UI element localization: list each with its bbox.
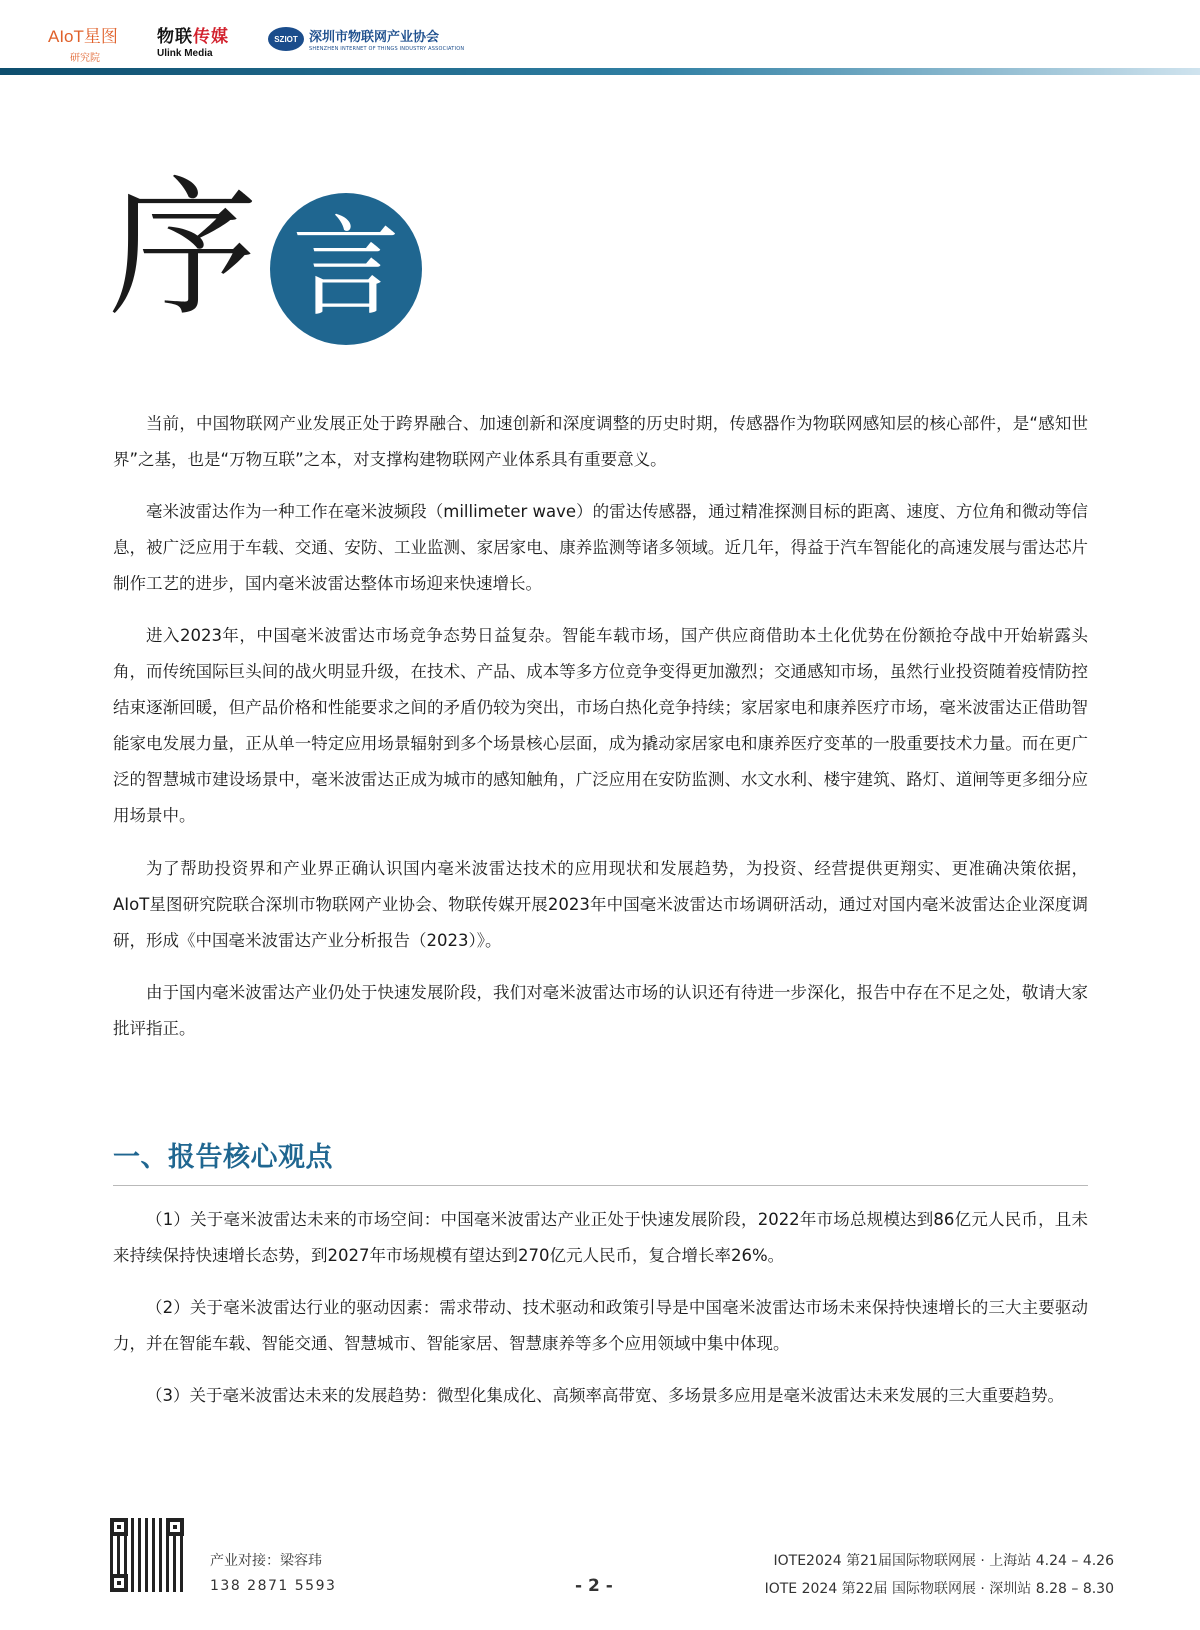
ulink-media-logo xyxy=(157,22,247,59)
preface-paragraph-3: 进入2023年，中国毫米波雷达市场竞争态势日益复杂。智能车载市场，国产供应商借助本土化优势在份额抢夺战中开始崭露头角，而传统国际巨头间的战火明显升级，在技术、产品、成本等多方位竞争变得更加激烈；交通感知市场，虽然行业投资随着疫情防控结束逐渐回暖，但产品价格和性能要求之间的矛盾仍较为突出，市场白热化竞争持续；家居家电和康养医疗市场，毫米波雷达正借助智能家电发展力量，正从单一特定应用场景辐射到多个场景核心层面，成为撬动家居家电和康养医疗变革的一股重要技术力量。而在更广泛的智慧城市建设场景中，毫米波雷达正成为城市的感知触角，广泛应用在安防监测、水文水利、楼宇建筑、路灯、道闸等更多细分应用场景中。 xyxy=(113,626,1088,825)
aiot-logo xyxy=(48,22,138,64)
event-shenzhen: IOTE 2024 第22届 国际物联网展 · 深圳站 8.28 – 8.30 xyxy=(764,1581,1114,1597)
contact-label: 产业对接：梁容玮 xyxy=(210,1553,322,1569)
sziot-logo-cn: 深圳市物联网产业协会 xyxy=(309,30,440,45)
sziot-badge-icon: SZIOT xyxy=(268,27,304,51)
qr-code-icon xyxy=(110,1518,184,1592)
page-title-char-1: 序 xyxy=(108,163,259,337)
header-divider xyxy=(0,68,1200,75)
qr-finder-bottom-left xyxy=(110,1574,128,1592)
qr-finder-top-left xyxy=(110,1518,128,1536)
sziot-logo-en: SHENZHEN INTERNET OF THINGS INDUSTRY ASSOCIATION xyxy=(309,46,465,52)
page-title-char-2: 言 xyxy=(291,206,400,331)
ulink-logo-cn-red: 传媒 xyxy=(193,27,229,47)
ulink-logo-cn xyxy=(157,22,247,47)
preface-paragraph-5: 由于国内毫米波雷达产业仍处于快速发展阶段，我们对毫米波雷达市场的认识还有待进一步深化，报告中存在不足之处，敬请大家批评指正。 xyxy=(113,983,1088,1038)
page-number: - 2 - xyxy=(575,1576,613,1596)
ulink-logo-en: Ulink Media xyxy=(157,48,213,59)
section-heading: 一、报告核心观点 xyxy=(113,1142,333,1173)
sziot-logo xyxy=(268,26,468,52)
contact-phone: 138 2871 5593 xyxy=(210,1578,337,1594)
sziot-logo-text xyxy=(309,26,464,52)
core-point-1: （1）关于毫米波雷达未来的市场空间：中国毫米波雷达产业正处于快速发展阶段，2022年市场总规模达到86亿元人民币，且未来持续保持快速增长态势，到2027年市场规模有望达到270亿元人民币，复合增长率26%。 xyxy=(113,1210,1088,1265)
ulink-logo-cn-black: 物联 xyxy=(157,27,193,47)
section-divider xyxy=(113,1185,1088,1186)
preface-paragraph-2: 毫米波雷达作为一种工作在毫米波频段（millimeter wave）的雷达传感器，通过精准探测目标的距离、速度、方位角和微动等信息，被广泛应用于车载、交通、安防、工业监测、家居家电、康养监测等诸多领域。近几年，得益于汽车智能化的高速发展与雷达芯片制作工艺的进步，国内毫米波雷达整体市场迎来快速增长。 xyxy=(113,502,1088,593)
event-shanghai: IOTE2024 第21届国际物联网展 · 上海站 4.24 – 4.26 xyxy=(773,1553,1114,1569)
aiot-logo-subtitle: 研究院 xyxy=(70,53,100,64)
page-title-circle xyxy=(270,193,422,345)
preface-paragraph-4: 为了帮助投资界和产业界正确认识国内毫米波雷达技术的应用现状和发展趋势，为投资、经营提供更翔实、更准确决策依据，AIoT星图研究院联合深圳市物联网产业协会、物联传媒开展2023年中国毫米波雷达市场调研活动，通过对国内毫米波雷达企业深度调研，形成《中国毫米波雷达产业分析报告（2023）》。 xyxy=(113,859,1088,950)
core-point-3: （3）关于毫米波雷达未来的发展趋势：微型化集成化、高频率高带宽、多场景多应用是毫米波雷达未来发展的三大重要趋势。 xyxy=(146,1386,1064,1405)
qr-finder-top-right xyxy=(166,1518,184,1536)
page-header xyxy=(0,0,1200,80)
preface-paragraph-1: 当前，中国物联网产业发展正处于跨界融合、加速创新和深度调整的历史时期，传感器作为物联网感知层的核心部件，是“感知世界”之基，也是“万物互联”之本，对支撑构建物联网产业体系具有重要意义。 xyxy=(113,414,1088,469)
core-point-2: （2）关于毫米波雷达行业的驱动因素：需求带动、技术驱动和政策引导是中国毫米波雷达市场未来保持快速增长的三大主要驱动力，并在智能车载、智能交通、智慧城市、智能家居、智慧康养等多个应用领域中集中体现。 xyxy=(113,1298,1088,1353)
aiot-logo-name: AIoT星图 xyxy=(48,27,118,46)
